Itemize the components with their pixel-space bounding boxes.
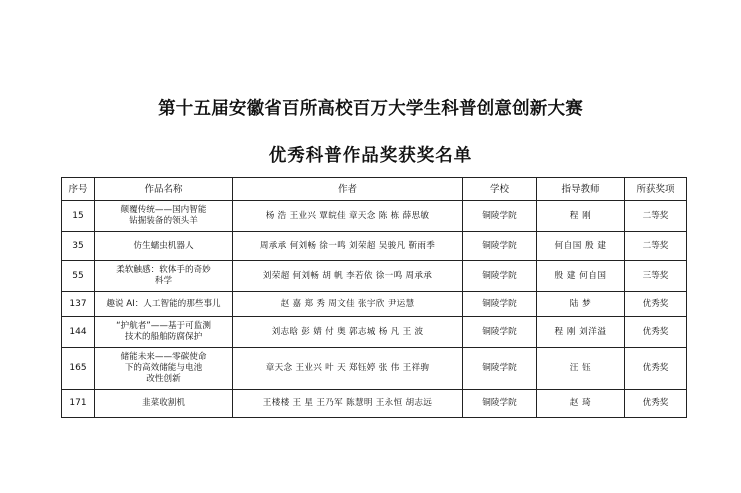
cell-no: 144 [62, 317, 95, 348]
cell-no: 171 [62, 390, 95, 418]
cell-school: 铜陵学院 [463, 292, 537, 317]
table-row [62, 232, 687, 261]
header-work: 作品名称 [95, 178, 233, 201]
cell-school: 铜陵学院 [463, 201, 537, 232]
cell-no: 137 [62, 292, 95, 317]
table-row [62, 292, 687, 317]
cell-no: 35 [62, 232, 95, 261]
cell-school: 铜陵学院 [463, 390, 537, 418]
table-row [62, 348, 687, 390]
cell-award: 优秀奖 [625, 390, 687, 418]
table-row [62, 317, 687, 348]
cell-advisor: 何自国 殷 建 [537, 232, 625, 261]
header-no: 序号 [62, 178, 95, 201]
cell-award: 二等奖 [625, 232, 687, 261]
cell-school: 铜陵学院 [463, 317, 537, 348]
cell-work: 仿生蠕虫机器人 [95, 232, 233, 261]
cell-authors: 周承承 何刘畅 徐一鸣 刘荣超 吴骏凡 靳雨季 [233, 232, 463, 261]
cell-authors: 刘荣超 何刘畅 胡 帆 李若依 徐一鸣 周承承 [233, 261, 463, 292]
cell-advisor: 程 刚 刘洋溢 [537, 317, 625, 348]
cell-work: “护航者”——基于可监测 技术的船舶防腐保护 [95, 317, 233, 348]
cell-school: 铜陵学院 [463, 348, 537, 390]
table-header-row [62, 178, 687, 201]
cell-authors: 杨 浩 王业兴 覃皖佳 章天念 陈 栋 薛思敏 [233, 201, 463, 232]
cell-advisor: 赵 琦 [537, 390, 625, 418]
cell-award: 二等奖 [625, 201, 687, 232]
cell-authors: 赵 嘉 郑 秀 周文佳 张宇欣 尹运慧 [233, 292, 463, 317]
header-authors: 作者 [233, 178, 463, 201]
cell-advisor: 汪 钰 [537, 348, 625, 390]
award-table [61, 177, 687, 418]
cell-work: 储能未来——零碳使命 下的高效储能与电池 改性创新 [95, 348, 233, 390]
cell-no: 55 [62, 261, 95, 292]
table-row [62, 261, 687, 292]
header-school: 学校 [463, 178, 537, 201]
cell-award: 优秀奖 [625, 317, 687, 348]
cell-work: 趣说 AI：人工智能的那些事儿 [95, 292, 233, 317]
cell-authors: 章天念 王业兴 叶 天 郑钰婷 张 伟 王祥驹 [233, 348, 463, 390]
cell-authors: 刘志晗 彭 婧 付 奥 郭志城 杨 凡 王 波 [233, 317, 463, 348]
cell-school: 铜陵学院 [463, 261, 537, 292]
cell-work: 韭菜收割机 [95, 390, 233, 418]
table-row [62, 390, 687, 418]
cell-advisor: 陆 梦 [537, 292, 625, 317]
cell-authors: 王楼楼 王 星 王乃军 陈慧明 王永恒 胡志远 [233, 390, 463, 418]
cell-school: 铜陵学院 [463, 232, 537, 261]
cell-advisor: 程 刚 [537, 201, 625, 232]
cell-no: 15 [62, 201, 95, 232]
cell-award: 优秀奖 [625, 348, 687, 390]
header-award: 所获奖项 [625, 178, 687, 201]
document-subtitle: 优秀科普作品奖获奖名单 [268, 146, 473, 166]
cell-work: 颠覆传统——国内智能 钻掘装备的领头羊 [95, 201, 233, 232]
cell-no: 165 [62, 348, 95, 390]
cell-advisor: 殷 建 何自国 [537, 261, 625, 292]
document-title: 第十五届安徽省百所高校百万大学生科普创意创新大赛 [158, 99, 583, 119]
cell-work: 柔软触感：软体手的奇妙 科学 [95, 261, 233, 292]
cell-award: 三等奖 [625, 261, 687, 292]
cell-award: 优秀奖 [625, 292, 687, 317]
table-row [62, 201, 687, 232]
header-advisor: 指导教师 [537, 178, 625, 201]
